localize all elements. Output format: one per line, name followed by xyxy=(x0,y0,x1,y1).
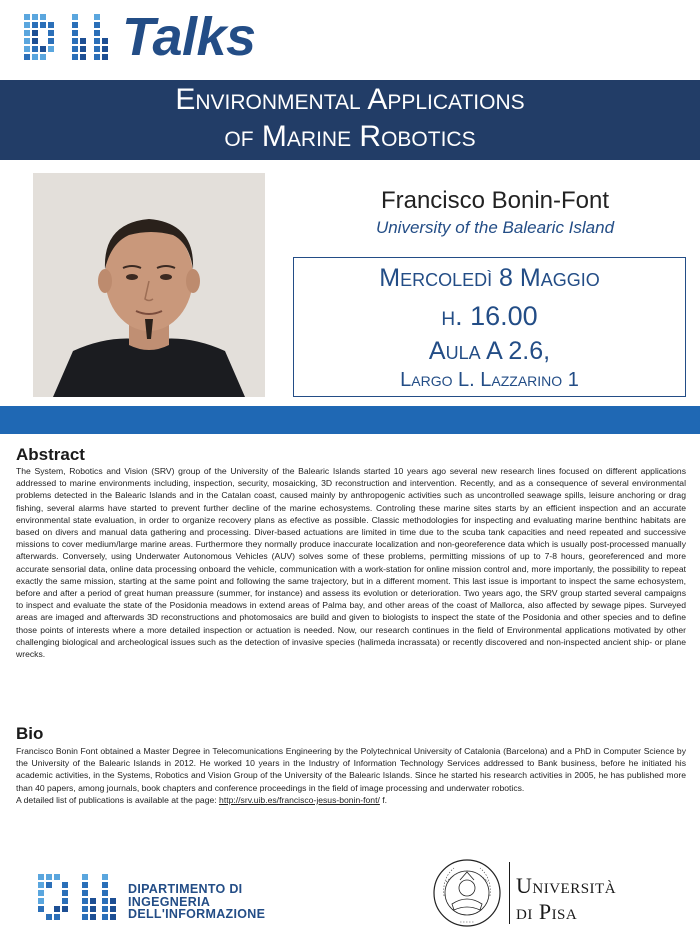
event-room: Aula A 2.6, xyxy=(428,337,551,365)
section-divider-band xyxy=(0,406,700,434)
speaker-name: Francisco Bonin-Font xyxy=(380,187,610,214)
abstract-heading: Abstract xyxy=(16,445,85,464)
event-date: Mercoledì 8 Maggio xyxy=(379,264,600,292)
department-name-line-2: INGEGNERIA xyxy=(128,894,211,909)
publications-link[interactable]: http://srv.uib.es/francisco-jesus-bonin-font/ xyxy=(219,794,380,805)
talk-title-line-2: of Marine Robotics xyxy=(224,120,476,153)
university-name xyxy=(516,873,616,925)
university-name-line-1: Università xyxy=(516,873,617,898)
university-name-line-2: di Pisa xyxy=(516,899,578,924)
dii-logo-icon xyxy=(24,12,114,64)
university-divider xyxy=(509,862,510,924)
publications-suffix: f. xyxy=(379,794,388,805)
department-name-line-1: DIPARTIMENTO DI xyxy=(128,882,243,896)
abstract-text: The System, Robotics and Vision (SRV) group of the University of the Balearic Islands started 10 years ago several new research lines focused on different applications addressed to marine environments including, inspection, security, mosaicking, 3D reconstruction and intervention. Recently, and as a consequence of several environmental problems detected in the Balearic Islands and in the Catalan coast, caused mainly by anthropogenic activities such as uncontrolled seawage spills, leisure anchoring or drag fishing, several alarms have started to prevent further decline of the marine echosystems. Controling these marine sites starts by an efficient inspection and an accurate environmental state evaluation, in order to organize recovery plans as efective as possible. Classic methodologies for inspecting and evaluating marine benthinc habitats are based on divers and manual data gathering and processing. Diver-based actuations are limited in time due to the scuba tank capacities and need repeated and successive missions to cover medium/large marine areas. Furthermore they normally produce inaccurate localization and non-georeference data which is usually post-processed manually afterwards. Conversely, using Underwater Autonomous Vehicles (AUV) solves some of these problems, permitting missions of up to 7-8 hours, georeferenced and more accurate sensorial data, online data processing onboard the vehicle, communication with a work-station for online mission control and, more importanly, the possibility to repeat exactly the same mission, starting at the same point and following the same trajectory, but in a different moment. This last issue is important to inspect the same echosystem, before and after a period of great human preassure (summer, for instance) and assess its evolution or deterioration. Two years ago, the SRV group started several campaigns to inspect and evaluate the state of the Posidonia meadows in extend areas of Palma bay, and other areas of the coast of Mallorca, also affected by sewage pipes. Surveyed areas are imaged and afterwards 3D reconstructions and photomosaics are build and given to biologists to inspect the state of the Posidonia and other species and to define those points of interests where a more detailed inspection or actuation is needed. Now, our research continues in the field of Environmental applications motivated by other challenging biological and archeological issues such as the detection of invasive species (halimeda incrassata) or recently discovered and non-inspected ancient ship- or plane wrecks. xyxy=(16,466,686,660)
department-name xyxy=(128,883,265,921)
speaker-affiliation: University of the Balearic Island xyxy=(375,218,615,237)
publications-label: A detailed list of publications is available at the page: xyxy=(16,794,217,805)
bio-heading: Bio xyxy=(16,724,44,743)
series-title: Talks xyxy=(122,7,256,67)
event-address: Largo L. Lazzarino 1 xyxy=(400,369,579,391)
talk-title-line-1: Environmental Applications xyxy=(175,83,525,116)
speaker-photo xyxy=(33,173,265,397)
bio-text: Francisco Bonin Font obtained a Master Degree in Telecomunications Engineering by the Polytechnical University of Catalonia (Barcelona) and a PhD in Computer Science by the University of the Balearic Islands in 2012. He worked 10 years in the Industry of Information Technology Services addressed to Bank business, before he initiated his academic activities, in the Systems, Robotics and Vision Group of the University of the Balearic Islands. Since he started his research activities in 2005, he has published more than 40 papers, among journals, book chapters and conference proceedings in the field of image processing and underwater robotics. xyxy=(16,746,686,793)
department-logo-icon xyxy=(38,870,120,924)
university-seal-icon xyxy=(432,858,502,928)
department-name-line-3: DELL'INFORMAZIONE xyxy=(128,907,266,921)
event-time: h. 16.00 xyxy=(441,301,538,331)
bio-text-block xyxy=(16,745,686,806)
